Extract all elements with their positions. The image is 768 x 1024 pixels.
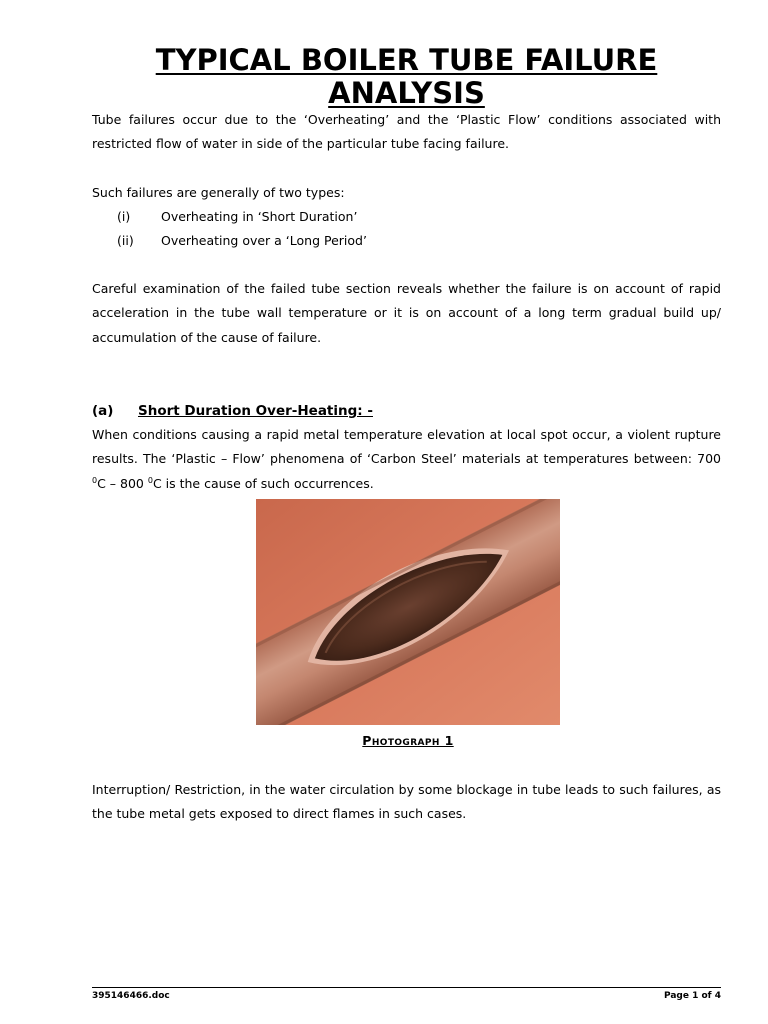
examination-paragraph: Careful examination of the failed tube section reveals whether the failure is on account of rapid acceleration in the tube wall temperature or it is on account of a long term gradual build up/ accumulation of the cause of failure.: [92, 281, 721, 345]
ruptured-tube-photo: [256, 499, 560, 725]
section-heading: Short Duration Over-Heating: -: [138, 403, 373, 419]
closing-paragraph: Interruption/ Restriction, in the water circulation by some blockage in tube leads to such failures, as the tube metal gets exposed to direct flames in such cases.: [92, 782, 721, 822]
list-item-text: Overheating in ‘Short Duration’: [161, 209, 358, 224]
degree-superscript: 0: [147, 475, 153, 485]
list-number: (ii): [117, 233, 134, 248]
photo-caption: Photograph 1: [362, 733, 454, 748]
footer-divider: [92, 987, 721, 988]
list-item-text: Overheating over a ‘Long Period’: [161, 233, 367, 248]
intro-paragraph: Tube failures occur due to the ‘Overheating’ and the ‘Plastic Flow’ conditions associated with restricted flow of water in side of the particular tube facing failure.: [92, 112, 721, 152]
footer-page-number: Page 1 of 4: [664, 991, 721, 1001]
document-title: TYPICAL BOILER TUBE FAILURE ANALYSIS: [155, 43, 658, 110]
section-a-paragraph: [92, 423, 721, 496]
footer-filename: 395146466.doc: [92, 991, 170, 1001]
list-number: (i): [117, 209, 131, 224]
degree-superscript: 0: [92, 475, 98, 485]
section-label: (a): [92, 403, 114, 419]
section-a-text-2: C – 800: [97, 475, 148, 491]
types-intro: Such failures are generally of two types:: [92, 185, 345, 200]
section-a-text-1: When conditions causing a rapid metal temperature elevation at local spot occur, a violent rupture results. The ‘Plastic – Flow’ phenomena of ‘Carbon Steel’ materials at temperatures between: 700: [92, 427, 721, 467]
section-a-text-3: C is the cause of such occurrences.: [152, 475, 374, 491]
